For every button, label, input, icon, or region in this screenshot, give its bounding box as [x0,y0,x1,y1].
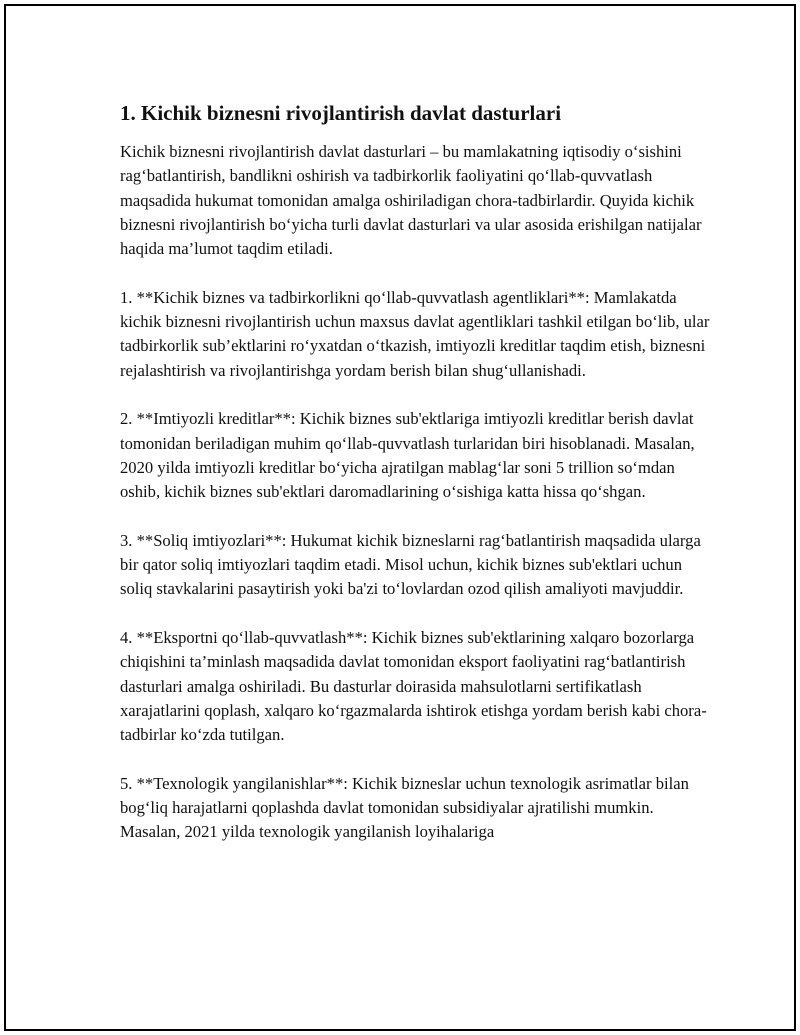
page-frame [4,4,796,1031]
intro-paragraph: Kichik biznesni rivojlantirish davlat dasturlari – bu mamlakatning iqtisodiy o‘sishini rag‘batlantirish, bandlikni oshirish va tadbirkorlik faoliyatini qo‘llab-quvvatlash maqsadida hukumat tomonidan amalga oshiriladigan chora-tadbirlardir. Quyida kichik biznesni rivojlantirish bo‘yicha turli davlat dasturlari va ular asosida erishilgan natijalar haqida ma’lumot taqdim etiladi. [120,142,702,259]
paragraph-export: 4. **Eksportni qo‘llab-quvvatlash**: Kichik biznes sub'ektlarining xalqaro bozorlarga chiqishini ta’minlash maqsadida davlat tomonidan eksport faoliyatini rag‘batlantirish dasturlari amalga oshiriladi. Bu dasturlar doirasida mahsulotlarni sertifikatlash xarajatlarini qoplash, xalqaro ko‘rgazmalarda ishtirok etishga yordam berish kabi chora-tadbirlar ko‘zda tutilgan. [120,627,707,745]
document-title: 1. Kichik biznesni rivojlantirish davlat dasturlari [120,101,562,125]
document-body [120,98,710,869]
paragraph-tax: 3. **Soliq imtiyozlari**: Hukumat kichik bizneslarni rag‘batlantirish maqsadida ularga bir qator soliq imtiyozlari taqdim etadi. Misol uchun, kichik biznes sub'ektlari uchun soliq stavkalarini pasaytirish yoki ba'zi to‘lovlardan ozod qilish amaliyoti mavjuddir. [120,530,701,599]
paragraph-credits: 2. **Imtiyozli kreditlar**: Kichik biznes sub'ektlariga imtiyozli kreditlar berish davlat tomonidan beriladigan muhim qo‘llab-quvvatlash turlaridan biri hisoblanadi. Masalan, 2020 yilda imtiyozli kreditlar bo‘yicha ajratilgan mablag‘lar soni 5 trillion so‘mdan oshib, kichik biznes sub'ektlari daromadlarining o‘sishiga katta hissa qo‘shgan. [120,409,695,502]
paragraph-technology: 5. **Texnologik yangilanishlar**: Kichik bizneslar uchun texnologik asrimatlar bilan bog‘liq harajatlarni qoplashda davlat tomonidan subsidiyalar ajratilishi mumkin. Masalan, 2021 yilda texnologik yangilanish loyihalariga [120,773,689,842]
paragraph-agencies: 1. **Kichik biznes va tadbirkorlikni qo‘llab-quvvatlash agentliklari**: Mamlakatda kichik biznesni rivojlantirish uchun maxsus davlat agentliklari tashkil etilgan bo‘lib, ular tadbirkorlik sub’ektlarini ro‘yxatdan o‘tkazish, imtiyozli kreditlar taqdim etish, biznesni rejalashtirish va rivojlantirishga yordam berish bilan shug‘ullanishadi. [120,287,710,380]
